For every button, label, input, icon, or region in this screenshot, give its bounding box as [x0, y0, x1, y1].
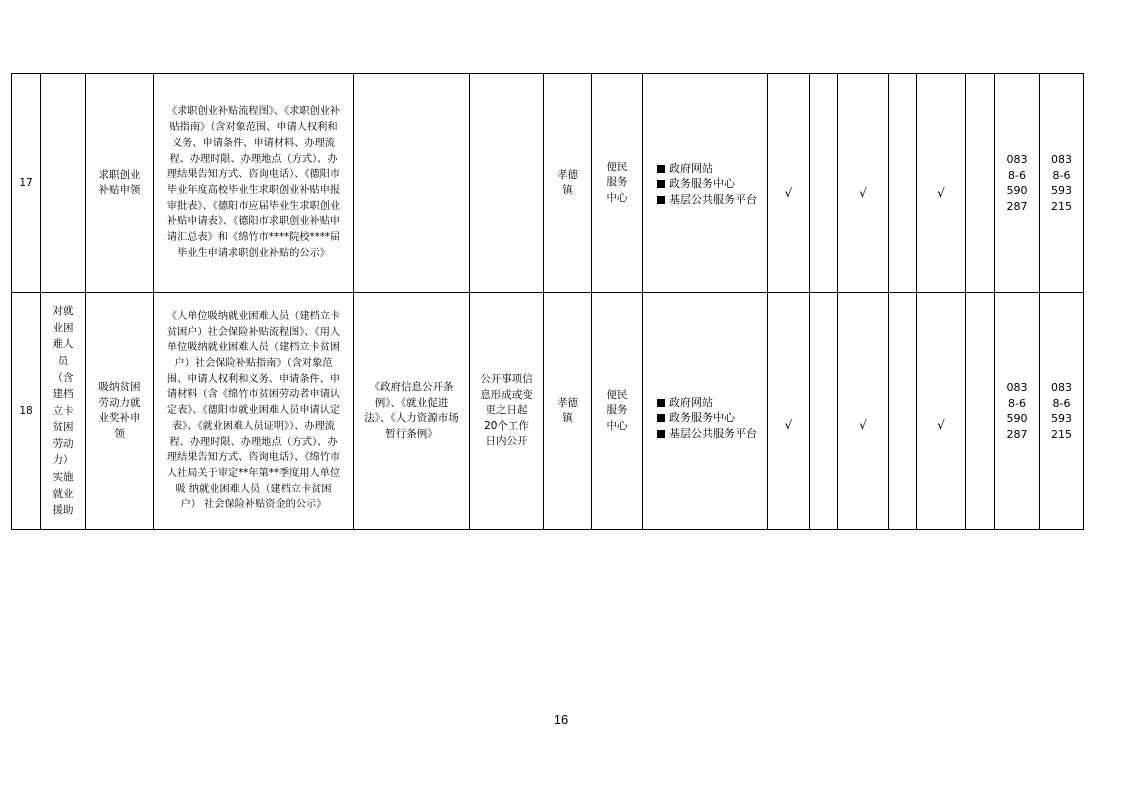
basis-cell [354, 74, 470, 293]
table-row [12, 293, 1084, 530]
check-mark: √ [937, 186, 945, 200]
check-cell [810, 293, 838, 530]
service-cell: 便民服务中心 [592, 74, 643, 293]
check-cell [838, 74, 889, 293]
square-bullet-icon [657, 430, 665, 438]
phone-cell: 0838-6590287 [995, 74, 1040, 293]
check-mark: √ [784, 186, 793, 200]
channel-item: 政府网站 [657, 395, 767, 411]
check-cell [838, 293, 889, 530]
check-mark [966, 397, 994, 425]
check-cell [917, 293, 966, 530]
check-mark: √ [859, 418, 867, 432]
channel-item: 基层公共服务平台 [657, 192, 767, 208]
channel-item: 政务服务中心 [657, 410, 767, 426]
check-cell [966, 74, 995, 293]
check-cell [768, 293, 810, 530]
check-mark [889, 397, 916, 425]
category-cell: 对就业困难人员（含建档立卡贫困劳动力）实施就业援助 [41, 293, 86, 530]
check-mark [810, 397, 837, 425]
check-cell [768, 74, 810, 293]
check-mark: √ [784, 418, 793, 432]
page-number: 16 [553, 712, 569, 727]
check-cell [810, 74, 838, 293]
phone-cell: 0838-6593215 [1040, 293, 1084, 530]
square-bullet-icon [657, 180, 665, 188]
check-cell [889, 74, 917, 293]
check-mark [889, 173, 916, 193]
materials-cell: 《求职创业补贴流程图》、《求职创业补贴指南》（含对象范围、申请人权利和义务、申请条件、申请材料、办理流程、办理时限、办理地点（方式）、办理结果告知方式、咨询电话）、《德阳市毕业年度高校毕业生求职创业补贴申报审批表》、《德阳市应届毕业生求职创业补贴申请表》、《德阳市求职创业补贴申请汇总表》和《绵竹市****院校****届毕业生申请求职创业补贴的公示》 [154, 74, 354, 293]
channel-item: 政府网站 [657, 161, 767, 177]
service-cell: 便民服务中心 [592, 293, 643, 530]
disclosure-table [11, 73, 1084, 530]
timing-cell: 公开事项信息形成或变更之日起20个工作日内公开 [470, 293, 544, 530]
subject-cell: 孝德镇 [544, 74, 592, 293]
check-cell [966, 293, 995, 530]
row-index-cell: 18 [12, 293, 41, 530]
square-bullet-icon [657, 196, 665, 204]
item-cell: 求职创业补贴申领 [86, 74, 154, 293]
materials-cell: 《人单位吸纳就业困难人员（建档立卡贫困户）社会保险补贴流程图》、《用人单位吸纳就业困难人员（建档立卡贫困户）社会保险补贴指南》（含对象范围、申请人权利和义务、申请条件、申请材料（含《绵竹市贫困劳动者申请认定表》、《德阳市就业困难人员申请认定表》、《就业困难人员证明》）、办理流程、办理时限、办理地点（方式）、办理结果告知方式、咨询电话）、《绵竹市人社局关于审定**年第**季度用人单位吸 纳就业困难人员（建档立卡贫困户） 社会保险补贴资金的公示》 [154, 293, 354, 530]
row-index-cell: 17 [12, 74, 41, 293]
channels-cell [643, 293, 768, 530]
channels-cell [643, 74, 768, 293]
table-row [12, 74, 1084, 293]
phone-cell: 0838-6593215 [1040, 74, 1084, 293]
check-mark [966, 173, 994, 193]
phone-cell: 0838-6590287 [995, 293, 1040, 530]
timing-cell [470, 74, 544, 293]
check-cell [889, 293, 917, 530]
check-cell [917, 74, 966, 293]
subject-cell: 孝德镇 [544, 293, 592, 530]
channel-item: 政务服务中心 [657, 176, 767, 192]
category-cell [41, 74, 86, 293]
check-mark [810, 173, 837, 193]
item-cell: 吸纳贫困劳动力就业奖补申领 [86, 293, 154, 530]
check-mark: √ [859, 186, 867, 200]
basis-cell: 《政府信息公开条例》、《就业促进法》、《人力资源市场暂行条例》 [354, 293, 470, 530]
square-bullet-icon [657, 399, 665, 407]
check-mark: √ [937, 418, 945, 432]
channel-item: 基层公共服务平台 [657, 426, 767, 442]
square-bullet-icon [657, 414, 665, 422]
square-bullet-icon [657, 165, 665, 173]
